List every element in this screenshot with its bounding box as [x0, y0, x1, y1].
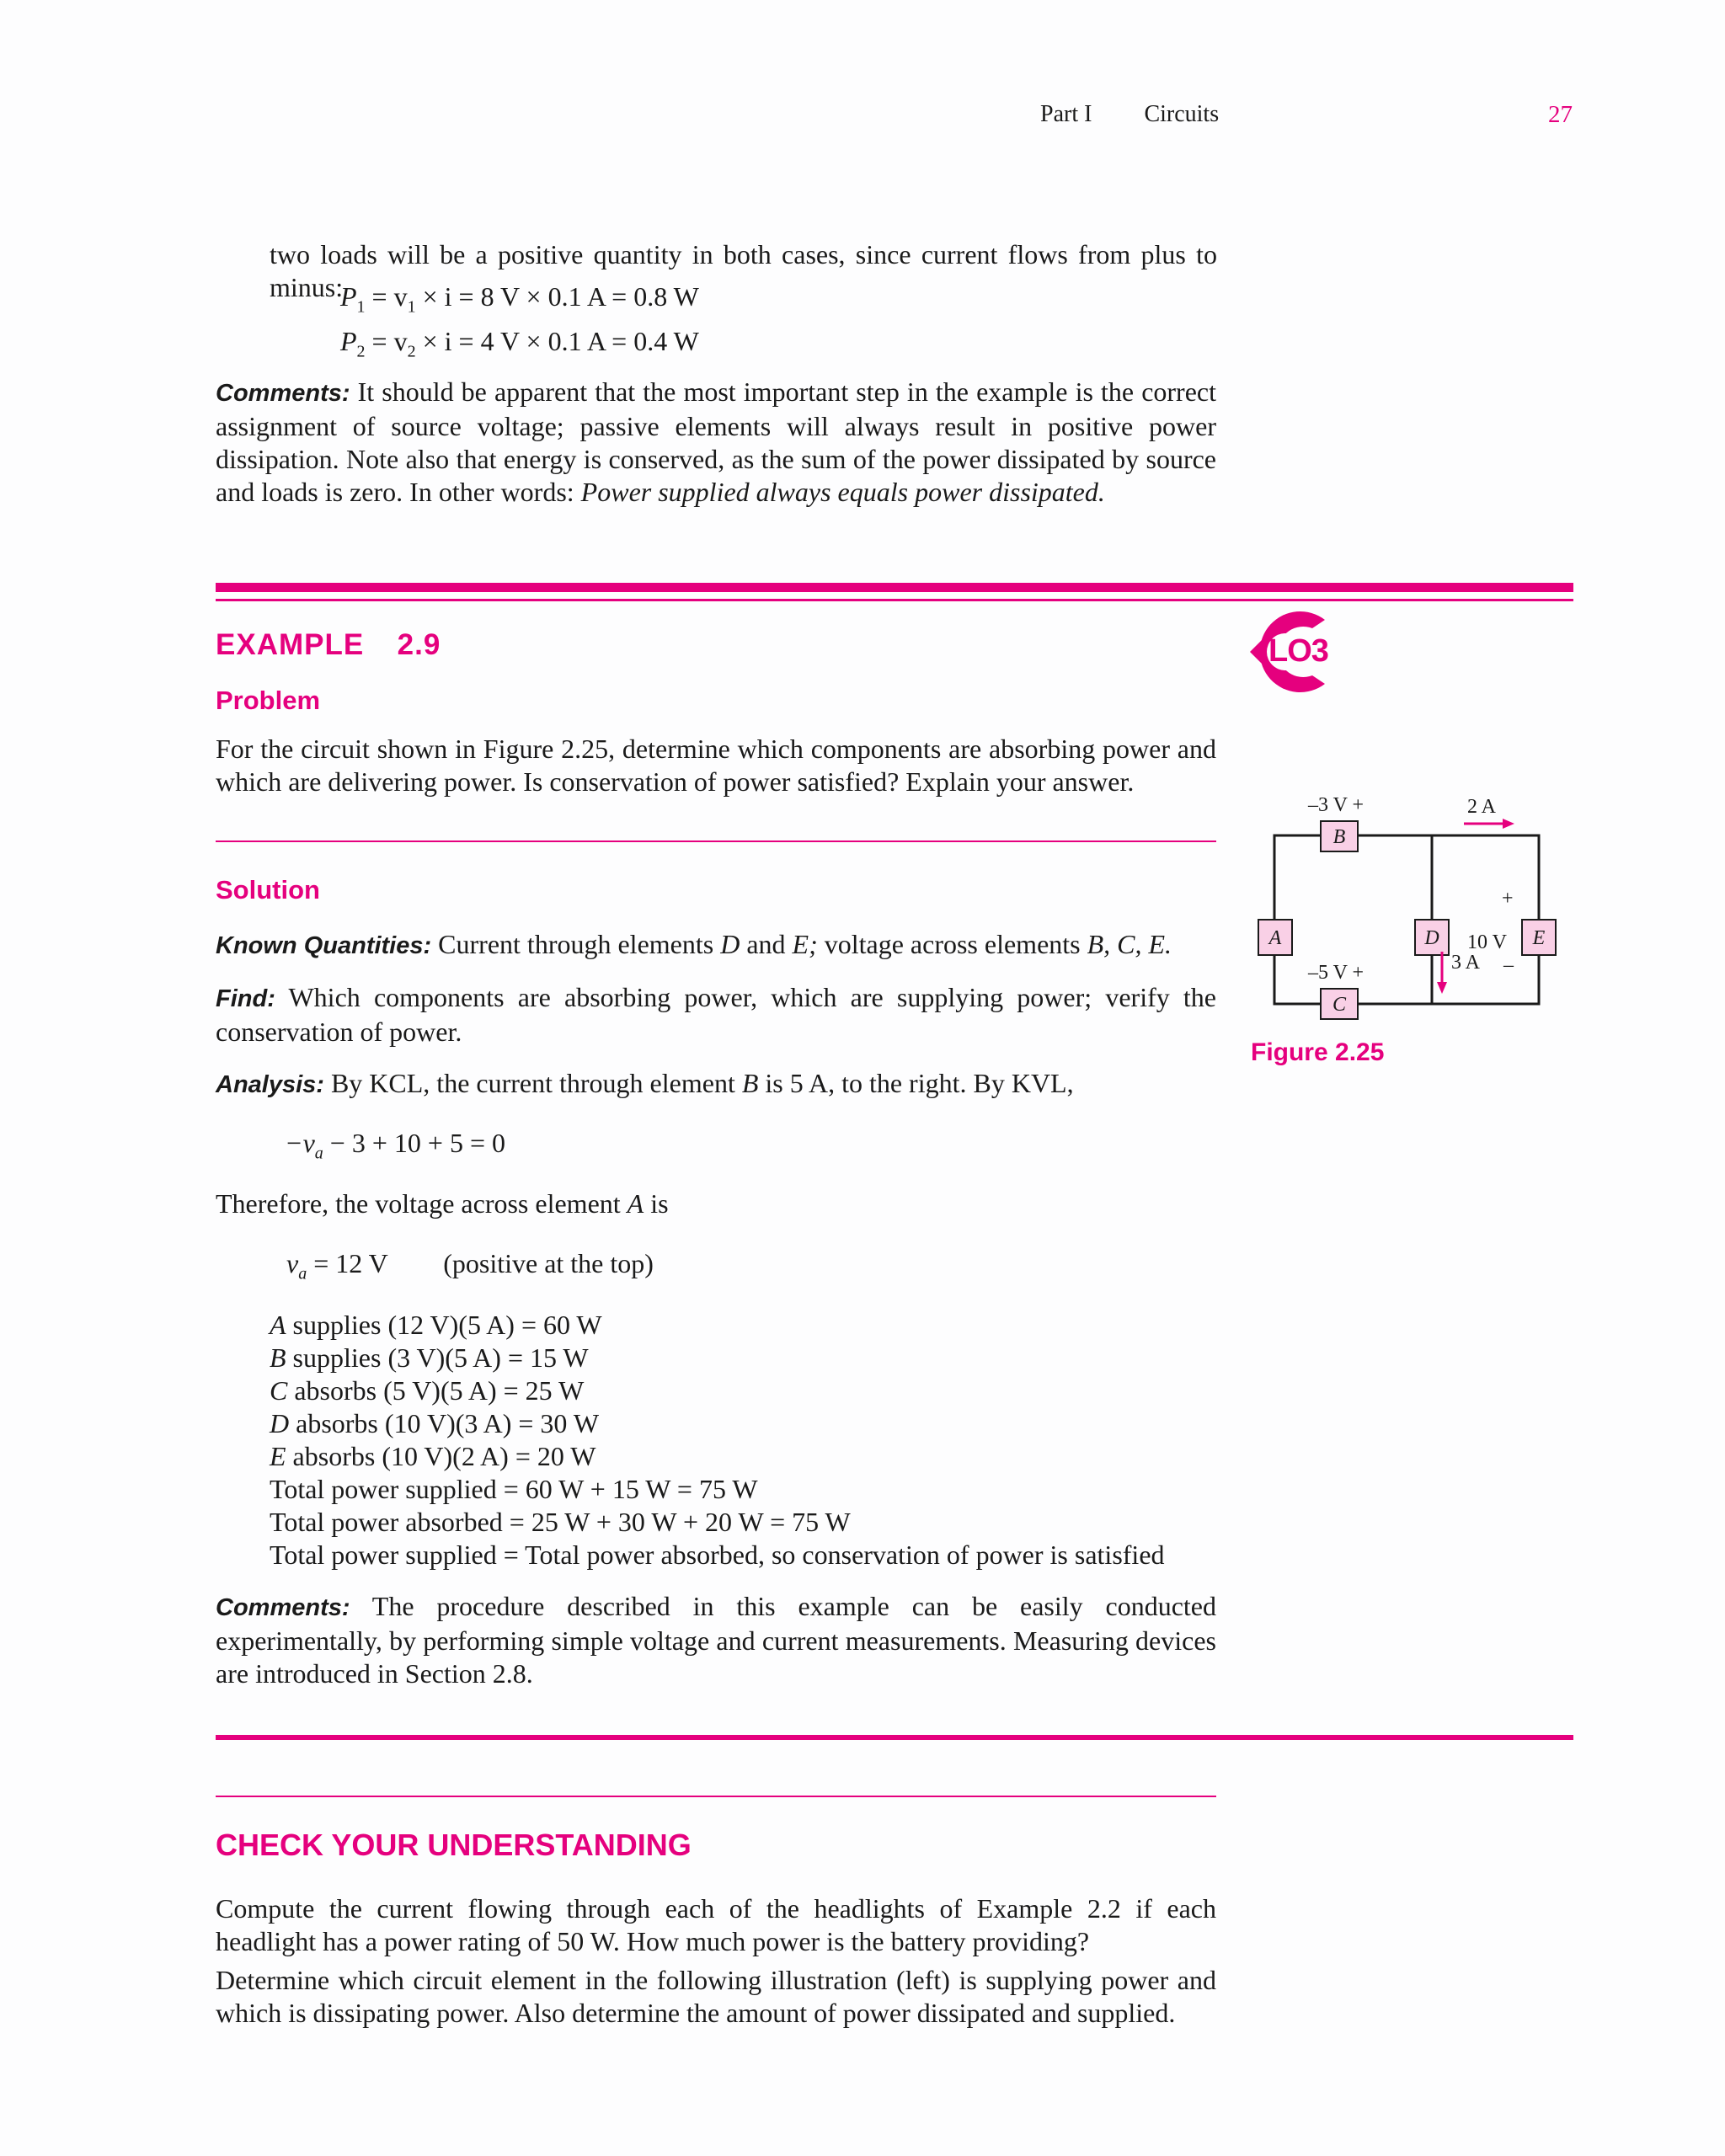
lo3-badge	[1245, 608, 1338, 696]
example-title: EXAMPLE 2.9	[216, 628, 441, 661]
arrow-3a-icon	[1437, 952, 1447, 994]
comments-label: Comments:	[216, 380, 350, 407]
header-section: Circuits	[1144, 101, 1220, 127]
current-2a-label: 2 A	[1467, 796, 1497, 818]
example-top-rule-thick	[216, 583, 1573, 592]
arrow-2a-icon	[1464, 819, 1514, 829]
power-list	[270, 1309, 1238, 1572]
circuit-diagram	[1247, 783, 1567, 1036]
power-line: B supplies (3 V)(5 A) = 15 W	[270, 1342, 589, 1373]
element-C-label: C	[1332, 994, 1347, 1016]
comments-paragraph-1: Comments: It should be apparent that the most important step in the example is the correct assignment of source voltage; passive elements will always result in positive power dissipation. Note also that energy is conserved, as the sum of the power dissipated by source and loads is zero. In other words: Power supplied always equals power dissipated.	[216, 376, 1217, 507]
figure-2-25	[1247, 783, 1567, 1036]
voltage-10v-label: 10 V	[1467, 931, 1507, 953]
check-divider	[216, 1796, 1216, 1797]
element-D-label: D	[1424, 927, 1439, 949]
example-bottom-rule	[216, 1735, 1573, 1740]
page-number: 27	[1548, 101, 1573, 128]
problem-text: For the circuit shown in Figure 2.25, determine which components are absorbing power and which are delivering power. Is conservation of power satisfied? Explain your answer.	[216, 734, 1216, 797]
solution-heading: Solution	[216, 875, 320, 905]
check-paragraph-1: Compute the current flowing through each of the headlights of Example 2.2 if each headlight has a power rating of 50 W. How much power is the battery providing?	[216, 1893, 1216, 1956]
current-3a-label: 3 A	[1451, 952, 1481, 974]
check-paragraph-2: Determine which circuit element in the following illustration (left) is supplying power and which is dissipating power. Also determine the amount of power dissipated and supplied.	[216, 1965, 1216, 2028]
va-equation: $v_a = 12$ V (positive at the top)	[286, 1248, 654, 1283]
analysis-paragraph: Analysis: By KCL, the current through element B is 5 A, to the right. By KVL,	[216, 1068, 1074, 1098]
equation-p2: $P_2 = v_2 \times i = 4$ V × 0.1 A = 0.4 W	[340, 326, 699, 361]
intro-text: two loads will be a positive quantity in both cases, since current flows from plus to minus:	[270, 239, 1217, 302]
minus-sign: –	[1503, 954, 1514, 976]
c-voltage-label: –5 V +	[1308, 962, 1364, 984]
check-heading: CHECK YOUR UNDERSTANDING	[216, 1828, 692, 1862]
therefore-sentence: Therefore, the voltage across element A is	[216, 1188, 669, 1219]
known-quantities: Known Quantities: Current through elements D and E; voltage across elements B, C, E.	[216, 929, 1172, 959]
example-top-rule-thin	[216, 599, 1573, 601]
power-line: A supplies (12 V)(5 A) = 60 W	[270, 1310, 602, 1340]
power-line: C absorbs (5 V)(5 A) = 25 W	[270, 1375, 585, 1406]
running-header	[1040, 101, 1219, 128]
power-total-line: Total power supplied = 60 W + 15 W = 75 W	[270, 1474, 758, 1504]
element-E-label: E	[1532, 927, 1546, 949]
power-total-line: Total power absorbed = 25 W + 30 W + 20 W = 75 W	[270, 1507, 851, 1537]
power-line: E absorbs (10 V)(2 A) = 20 W	[270, 1441, 596, 1471]
header-part: Part I	[1040, 101, 1092, 127]
power-total-line: Total power supplied = Total power absorbed, so conservation of power is satisfied	[270, 1540, 1165, 1570]
figure-caption: Figure 2.25	[1251, 1038, 1385, 1066]
plus-sign: +	[1502, 888, 1514, 910]
lo-badge-label: LO3	[1268, 633, 1328, 669]
b-voltage-label: –3 V +	[1308, 794, 1364, 816]
problem-heading: Problem	[216, 686, 321, 715]
equation-p1: $P_1 = v_1 \times i = 8$ V × 0.1 A = 0.8 W	[340, 281, 699, 317]
problem-divider	[216, 841, 1216, 842]
element-B-label: B	[1332, 826, 1346, 848]
find-paragraph: Find: Which components are absorbing power, which are supplying power; verify the conservation of power.	[216, 982, 1217, 1047]
element-A-label: A	[1268, 927, 1282, 949]
comments-paragraph-2: Comments: The procedure described in this example can be easily conducted experimentally, by performing simple voltage and current measurements. Measuring devices are introduced in Section 2.8.	[216, 1591, 1217, 1689]
power-line: D absorbs (10 V)(3 A) = 30 W	[270, 1408, 600, 1438]
kvl-equation: $-v_a - 3 + 10 + 5 = 0$	[285, 1128, 505, 1163]
